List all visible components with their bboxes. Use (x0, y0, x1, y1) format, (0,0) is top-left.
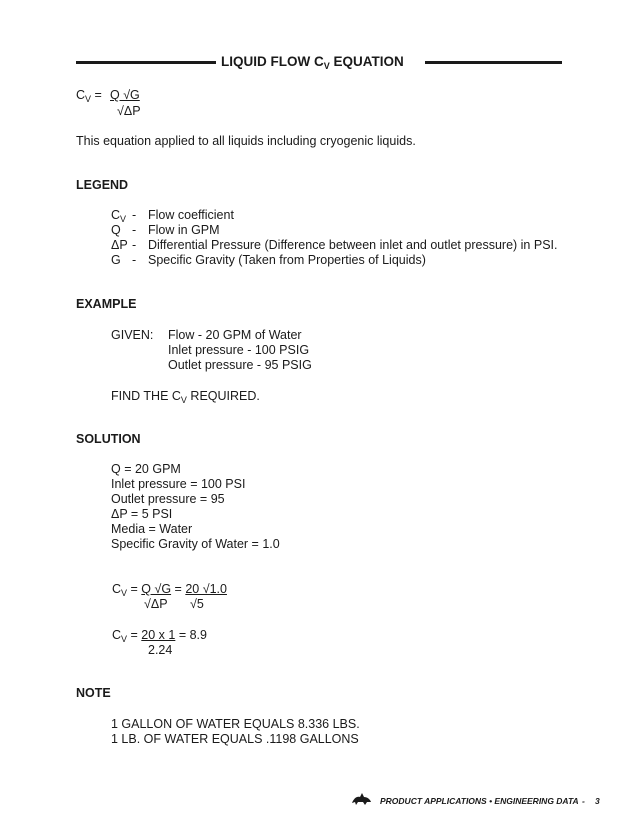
given-label: GIVEN: (111, 328, 154, 342)
header-rule-right (425, 61, 562, 64)
legend-sym-cv: C (111, 208, 121, 222)
legend-symbol: G (111, 253, 121, 267)
find-cv-text (111, 389, 260, 403)
intro-text: This equation applied to all liquids including cryogenic liquids. (76, 134, 416, 148)
calc1-numerator: Q √G (141, 582, 172, 596)
legend-dash: - (132, 238, 137, 252)
cv-symbol: C (76, 88, 86, 102)
legend-sub-cv: V (120, 214, 127, 224)
calc2-result: = 8.9 (175, 628, 207, 642)
title-text-end: EQUATION (329, 54, 404, 69)
note-line: 1 GALLON OF WATER EQUALS 8.336 LBS. (111, 717, 360, 731)
legend-desc: Differential Pressure (Difference between inlet and outlet pressure) in PSI. (148, 238, 558, 252)
title-text: LIQUID FLOW C (221, 54, 324, 69)
note-heading: NOTE (76, 686, 111, 700)
solution-line: Q = 20 GPM (111, 462, 181, 476)
formula-denominator: √ΔP (117, 104, 141, 118)
solution-heading: SOLUTION (76, 432, 141, 446)
legend-dash: - (132, 208, 137, 222)
footer-text: PRODUCT APPLICATIONS • ENGINEERING DATA (380, 796, 579, 806)
calc1-cv: C (112, 582, 122, 596)
solution-line: ΔP = 5 PSI (111, 507, 173, 521)
legend-symbol: ΔP (111, 238, 128, 252)
legend-desc: Flow in GPM (148, 223, 220, 237)
find-text-end: REQUIRED. (186, 389, 260, 403)
cv-formula-lhs (76, 88, 102, 102)
legend-symbol: Q (111, 223, 121, 237)
calc2-eq: = (127, 628, 142, 642)
legend-symbol (111, 208, 126, 222)
calc2-numerator: 20 x 1 (141, 628, 176, 642)
title-subscript: V (323, 61, 330, 71)
legend-dash: - (132, 253, 137, 267)
legend-desc: Specific Gravity (Taken from Properties of Liquids) (148, 253, 426, 267)
legend-dash: - (132, 223, 137, 237)
solution-line: Outlet pressure = 95 (111, 492, 225, 506)
calc1-subscript: V (121, 588, 128, 598)
example-heading: EXAMPLE (76, 297, 137, 311)
calc1-eq2: = (171, 582, 186, 596)
calc1-denominator2: √5 (190, 597, 204, 611)
legend-heading: LEGEND (76, 178, 129, 192)
page-number: 3 (595, 796, 600, 806)
note-line: 1 LB. OF WATER EQUALS .1198 GALLONS (111, 732, 359, 746)
calc1-lhs (112, 582, 227, 596)
calc1-eq: = (127, 582, 142, 596)
solution-line: Media = Water (111, 522, 193, 536)
given-line: Inlet pressure - 100 PSIG (168, 343, 310, 357)
equals-sign: = (91, 88, 102, 102)
find-text: FIND THE C (111, 389, 181, 403)
legend-desc: Flow coefficient (148, 208, 234, 222)
cv-subscript: V (85, 94, 92, 104)
company-logo-icon (350, 790, 372, 809)
solution-line: Inlet pressure = 100 PSI (111, 477, 246, 491)
page-title (221, 54, 404, 69)
calc2-denominator: 2.24 (148, 643, 173, 657)
calc1-denominator: √ΔP (144, 597, 168, 611)
find-subscript: V (180, 395, 187, 405)
header-rule-left (76, 61, 216, 64)
calc1-numerator2: 20 √1.0 (185, 582, 227, 596)
footer-separator: - (582, 796, 585, 806)
given-line: Flow - 20 GPM of Water (168, 328, 302, 342)
calc2-lhs (112, 628, 207, 642)
given-line: Outlet pressure - 95 PSIG (168, 358, 312, 372)
calc2-cv: C (112, 628, 122, 642)
calc2-subscript: V (121, 634, 128, 644)
solution-line: Specific Gravity of Water = 1.0 (111, 537, 280, 551)
formula-numerator: Q √G (110, 88, 140, 102)
